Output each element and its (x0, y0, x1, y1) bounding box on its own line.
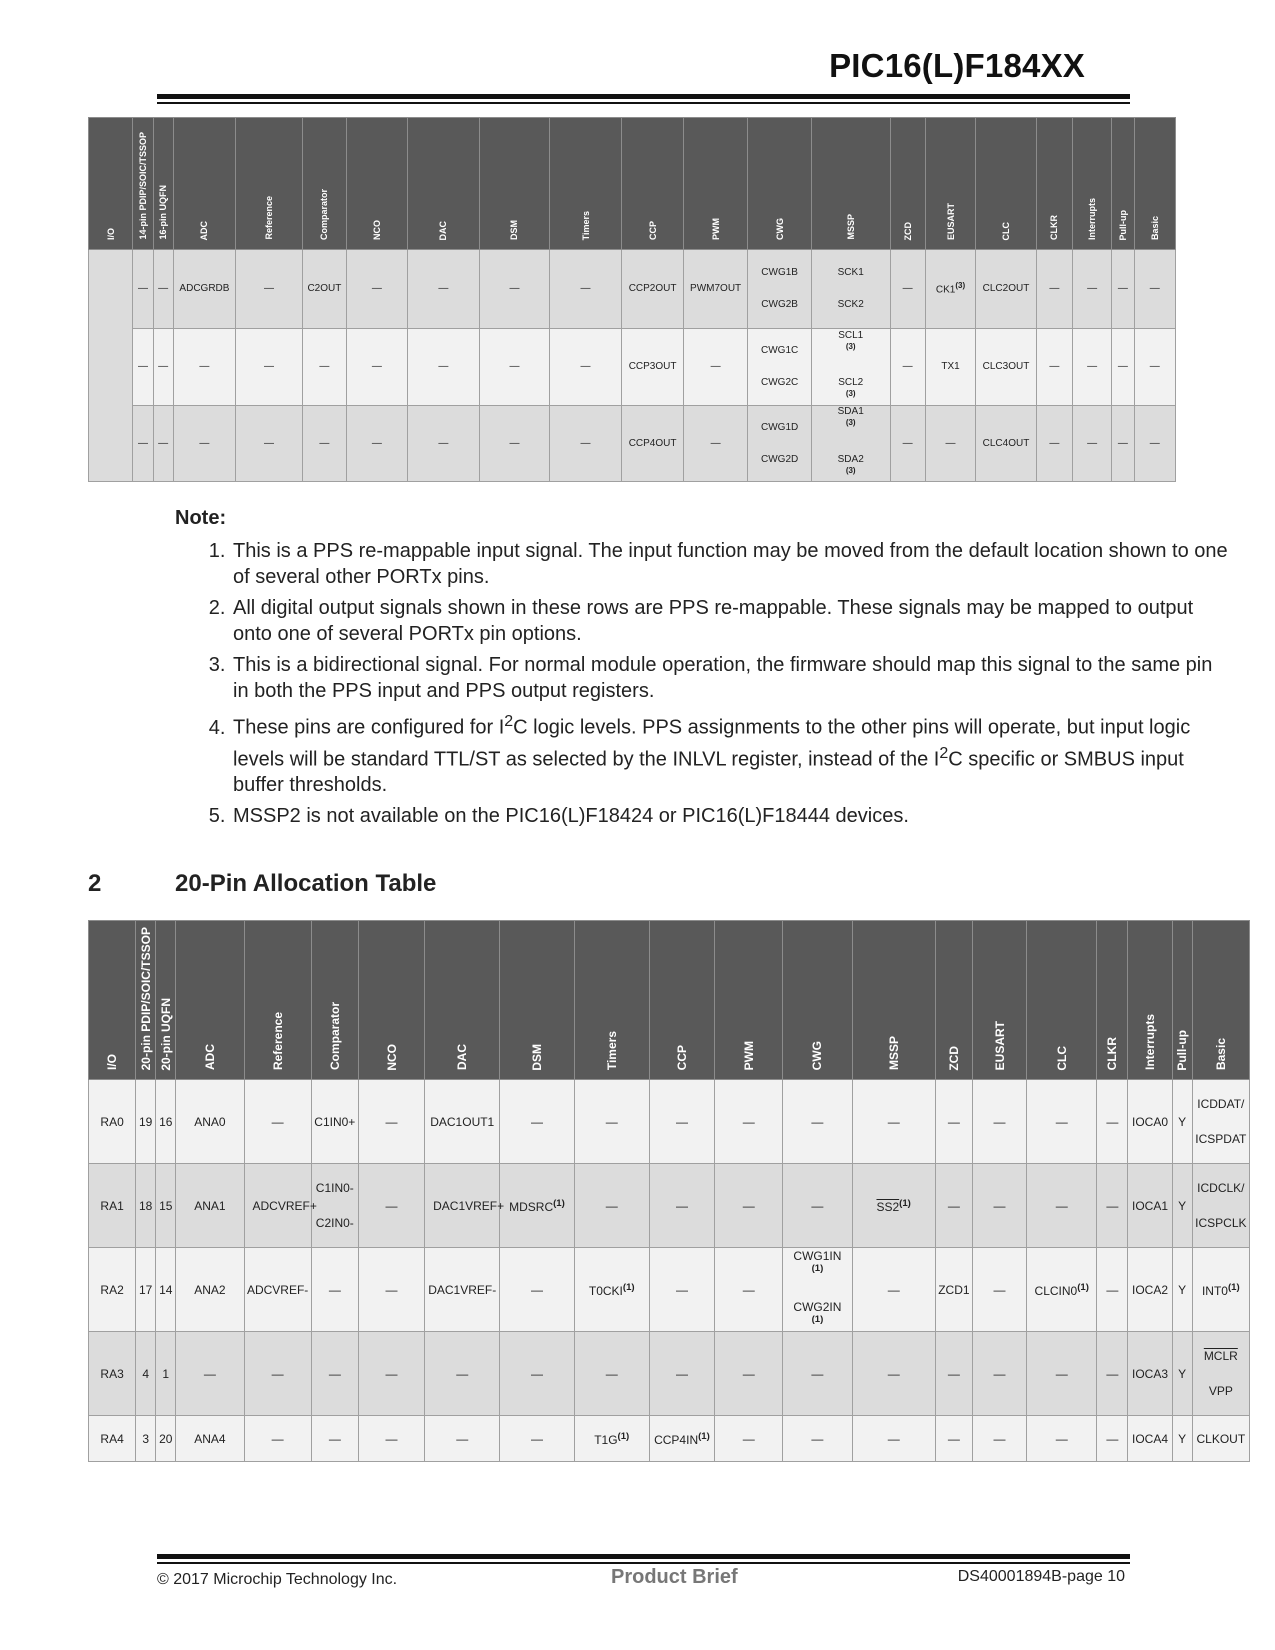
comparator-cell: — (311, 1416, 358, 1462)
clkr-cell: — (1036, 329, 1072, 406)
io-cell: RA3 (89, 1332, 136, 1416)
uqfn-cell: 14 (156, 1248, 176, 1332)
column-header: MSSP (852, 921, 935, 1080)
reference-cell: — (244, 1332, 311, 1416)
dsm-cell: — (500, 1332, 574, 1416)
reference-cell: ADCVREF+ (244, 1164, 311, 1248)
column-header: DAC (407, 118, 480, 250)
uqfn-cell: 20 (156, 1416, 176, 1462)
ccp-cell: CCP3OUT (622, 329, 684, 406)
column-header: DSM (480, 118, 550, 250)
zcd-cell: — (890, 406, 925, 482)
note-item: 3. This is a bidirectional signal. For normal module operation, the firmware should map this signal to the same pin in both the PPS input and PPS output registers. (231, 652, 1231, 704)
cwg-cell: CWG1B CWG2B (748, 250, 812, 329)
pullup-cell: Y (1172, 1416, 1192, 1462)
pwm-cell: PWM7OUT (683, 250, 748, 329)
clc-cell: — (1027, 1080, 1097, 1164)
column-header: NCO (358, 921, 424, 1080)
cwg-cell: — (783, 1164, 852, 1248)
column-header: CWG (783, 921, 852, 1080)
clc-cell: CLC2OUT (976, 250, 1037, 329)
column-header: PWM (715, 921, 783, 1080)
eusart-cell: — (972, 1164, 1026, 1248)
zcd-cell: ZCD1 (935, 1248, 972, 1332)
column-header: Basic (1192, 921, 1249, 1080)
nco-cell: — (358, 1332, 424, 1416)
column-header: ZCD (935, 921, 972, 1080)
pin-14-cell: — (133, 329, 153, 406)
basic-cell: — (1134, 329, 1176, 406)
adc-cell: ADCGRDB (173, 250, 236, 329)
basic-cell: — (1134, 406, 1176, 482)
clkr-cell: — (1097, 1416, 1128, 1462)
pin-20-cell: 3 (136, 1416, 156, 1462)
pwm-cell: — (715, 1332, 783, 1416)
header-rule-thin (157, 102, 1130, 104)
document-title: PIC16(L)F184XX (829, 47, 1085, 84)
timers-cell: T0CKI$^{(1)}$ (574, 1248, 649, 1332)
uqfn-cell: 16 (156, 1080, 176, 1164)
basic-cell: ICDDAT/ ICSPDAT (1192, 1080, 1249, 1164)
timers-cell: — (549, 250, 622, 329)
column-header: CLC (1027, 921, 1097, 1080)
dsm-cell: — (480, 250, 550, 329)
column-header: I/O (89, 118, 133, 250)
interrupts-cell: IOCA0 (1128, 1080, 1172, 1164)
column-header: ZCD (890, 118, 925, 250)
zcd-cell: — (935, 1332, 972, 1416)
column-header: MSSP (811, 118, 890, 250)
cwg-cell: CWG1D CWG2D (748, 406, 812, 482)
mssp-cell: — (852, 1080, 935, 1164)
interrupts-cell: — (1073, 329, 1112, 406)
reference-cell: — (236, 250, 303, 329)
pin-allocation-table (88, 920, 1250, 1462)
uqfn-cell: 15 (156, 1164, 176, 1248)
table-header-row (89, 118, 1176, 250)
clkr-cell: — (1097, 1164, 1128, 1248)
column-header: CLC (976, 118, 1037, 250)
header-rule (157, 94, 1130, 99)
top-pin-table (88, 117, 1176, 482)
interrupts-cell: IOCA2 (1128, 1248, 1172, 1332)
dsm-cell: — (480, 329, 550, 406)
mssp-cell: — (852, 1416, 935, 1462)
ccp-cell: — (649, 1332, 714, 1416)
cwg-cell: — (783, 1080, 852, 1164)
note-item: 4. These pins are configured for $I^2C$ logic levels. PPS assignments to the other pins will operate, but input logic levels will be standard TTL/ST as selected by the INLVL register, instead of the $I^2C$ specific or SMBUS input buffer thresholds. (231, 709, 1231, 798)
clkr-cell: — (1036, 406, 1072, 482)
pwm-cell: — (715, 1164, 783, 1248)
column-header: Pull-up (1112, 118, 1134, 250)
pullup-cell: Y (1172, 1080, 1192, 1164)
dsm-cell: — (480, 406, 550, 482)
interrupts-cell: — (1073, 250, 1112, 329)
ccp-cell: — (649, 1248, 714, 1332)
column-header: Comparator (311, 921, 358, 1080)
mssp-cell: SS2$^{(1)}$ (852, 1164, 935, 1248)
nco-cell: — (358, 1416, 424, 1462)
table-row (89, 406, 1176, 482)
dac-cell: — (425, 1332, 500, 1416)
dsm-cell: — (500, 1080, 574, 1164)
clkr-cell: — (1097, 1248, 1128, 1332)
table-row (89, 250, 1176, 329)
nco-cell: — (358, 1080, 424, 1164)
pin-16-cell: — (153, 329, 173, 406)
comparator-cell: C1IN0- C2IN0- (311, 1164, 358, 1248)
nco-cell: — (358, 1164, 424, 1248)
dac-cell: DAC1VREF+ (425, 1164, 500, 1248)
pin-20-cell: 4 (136, 1332, 156, 1416)
copyright: © 2017 Microchip Technology Inc. (157, 1571, 398, 1588)
comparator-cell: C1IN0+ (311, 1080, 358, 1164)
column-header: 14-pin PDIP/SOIC/TSSOP (133, 118, 153, 250)
zcd-cell: — (890, 250, 925, 329)
table-row (89, 1080, 1250, 1164)
mssp-cell: — (852, 1248, 935, 1332)
dac-cell: — (425, 1416, 500, 1462)
eusart-cell: — (972, 1416, 1026, 1462)
adc-cell: ANA0 (176, 1080, 244, 1164)
dac-cell: — (407, 250, 480, 329)
reference-cell: ADCVREF- (244, 1248, 311, 1332)
interrupts-cell: IOCA3 (1128, 1332, 1172, 1416)
notes-list (175, 538, 1231, 834)
clkr-cell: — (1097, 1080, 1128, 1164)
clc-cell: CLC3OUT (976, 329, 1037, 406)
column-header: Reference (244, 921, 311, 1080)
adc-cell: — (173, 329, 236, 406)
column-header: Interrupts (1073, 118, 1112, 250)
interrupts-cell: — (1073, 406, 1112, 482)
dac-cell: DAC1OUT1 (425, 1080, 500, 1164)
pin-16-cell: — (153, 406, 173, 482)
adc-cell: ANA2 (176, 1248, 244, 1332)
page-number: DS40001894B-page 10 (957, 1568, 1125, 1585)
mssp-cell: — (852, 1332, 935, 1416)
interrupts-cell: IOCA1 (1128, 1164, 1172, 1248)
column-header: Comparator (302, 118, 346, 250)
eusart-cell: — (972, 1332, 1026, 1416)
dac-cell: DAC1VREF- (425, 1248, 500, 1332)
dsm-cell: MDSRC$^{(1)}$ (500, 1164, 574, 1248)
ccp-cell: CCP4OUT (622, 406, 684, 482)
nco-cell: — (347, 250, 408, 329)
comparator-cell: — (302, 406, 346, 482)
interrupts-cell: IOCA4 (1128, 1416, 1172, 1462)
column-header: Pull-up (1172, 921, 1192, 1080)
ccp-cell: — (649, 1164, 714, 1248)
column-header: DAC (425, 921, 500, 1080)
reference-cell: — (236, 406, 303, 482)
column-header: Basic (1134, 118, 1176, 250)
document-type: Product Brief (611, 1566, 738, 1588)
table-row (89, 1164, 1250, 1248)
adc-cell: ANA4 (176, 1416, 244, 1462)
dsm-cell: — (500, 1416, 574, 1462)
eusart-cell: — (972, 1080, 1026, 1164)
timers-cell: — (549, 406, 622, 482)
pin-20-cell: 17 (136, 1248, 156, 1332)
adc-cell: — (173, 406, 236, 482)
io-cell: RA2 (89, 1248, 136, 1332)
comparator-cell: — (302, 329, 346, 406)
eusart-cell: TX1 (925, 329, 975, 406)
mssp-cell: SCK1 SCK2 (811, 250, 890, 329)
dac-cell: — (407, 406, 480, 482)
timers-cell: — (574, 1332, 649, 1416)
section-number: 2 (88, 870, 102, 897)
note-item: 2. All digital output signals shown in these rows are PPS re-mappable. These signals may be mapped to output onto one of several PORTx pin options. (231, 595, 1231, 647)
pwm-cell: — (715, 1248, 783, 1332)
column-header: Timers (574, 921, 649, 1080)
nco-cell: — (347, 406, 408, 482)
column-header: 20-pin PDIP/SOIC/TSSOP (136, 921, 156, 1080)
zcd-cell: — (890, 329, 925, 406)
mssp-cell: SDA1 $^{(3)}$ SDA2 $^{(3)}$ (811, 406, 890, 482)
clkr-cell: — (1097, 1332, 1128, 1416)
clc-cell: — (1027, 1164, 1097, 1248)
eusart-cell: — (925, 406, 975, 482)
cwg-cell: — (783, 1332, 852, 1416)
basic-cell: ICDCLK/ ICSPCLK (1192, 1164, 1249, 1248)
column-header: Interrupts (1128, 921, 1172, 1080)
table-row (89, 1332, 1250, 1416)
comparator-cell: C2OUT (302, 250, 346, 329)
pin-14-cell: — (133, 250, 153, 329)
column-header: Reference (236, 118, 303, 250)
column-header: PWM (683, 118, 748, 250)
pin-20-cell: 18 (136, 1164, 156, 1248)
basic-cell: INT0$^{(1)}$ (1192, 1248, 1249, 1332)
pullup-cell: Y (1172, 1248, 1192, 1332)
basic-cell: — (1134, 250, 1176, 329)
io-cell (89, 250, 133, 482)
pwm-cell: — (715, 1416, 783, 1462)
adc-cell: ANA1 (176, 1164, 244, 1248)
column-header: CCP (649, 921, 714, 1080)
nco-cell: — (347, 329, 408, 406)
pin-14-cell: — (133, 406, 153, 482)
ccp-cell: CCP2OUT (622, 250, 684, 329)
comparator-cell: — (311, 1332, 358, 1416)
reference-cell: — (244, 1080, 311, 1164)
pwm-cell: — (715, 1080, 783, 1164)
column-header: ADC (173, 118, 236, 250)
basic-cell: CLKOUT (1192, 1416, 1249, 1462)
column-header: CLKR (1036, 118, 1072, 250)
pwm-cell: — (683, 329, 748, 406)
column-header: NCO (347, 118, 408, 250)
io-cell: RA1 (89, 1164, 136, 1248)
pullup-cell: Y (1172, 1332, 1192, 1416)
column-header: Timers (549, 118, 622, 250)
nco-cell: — (358, 1248, 424, 1332)
clc-cell: — (1027, 1332, 1097, 1416)
reference-cell: — (236, 329, 303, 406)
clc-cell: CLC4OUT (976, 406, 1037, 482)
column-header: CWG (748, 118, 812, 250)
column-header: I/O (89, 921, 136, 1080)
column-header: EUSART (972, 921, 1026, 1080)
uqfn-cell: 1 (156, 1332, 176, 1416)
cwg-cell: CWG1IN $^{(1)}$ CWG2IN $^{(1)}$ (783, 1248, 852, 1332)
footer-rule-thin (157, 1562, 1130, 1564)
pullup-cell: — (1112, 329, 1134, 406)
column-header: 16-pin UQFN (153, 118, 173, 250)
timers-cell: $T1G^{(1)}$ (574, 1416, 649, 1462)
clc-cell: — (1027, 1416, 1097, 1462)
adc-cell: — (176, 1332, 244, 1416)
io-cell: RA0 (89, 1080, 136, 1164)
eusart-cell: CK1$^{(3)}$ (925, 250, 975, 329)
eusart-cell: — (972, 1248, 1026, 1332)
clc-cell: CLCIN0$^{(1)}$ (1027, 1248, 1097, 1332)
notes-title: Note: (175, 507, 227, 529)
basic-cell: MCLR VPP (1192, 1332, 1249, 1416)
dac-cell: — (407, 329, 480, 406)
column-header: 20-pin UQFN (156, 921, 176, 1080)
reference-cell: — (244, 1416, 311, 1462)
dsm-cell: — (500, 1248, 574, 1332)
table-row (89, 1416, 1250, 1462)
zcd-cell: — (935, 1164, 972, 1248)
zcd-cell: — (935, 1080, 972, 1164)
clkr-cell: — (1036, 250, 1072, 329)
pullup-cell: — (1112, 406, 1134, 482)
pullup-cell: — (1112, 250, 1134, 329)
column-header: EUSART (925, 118, 975, 250)
pin-16-cell: — (153, 250, 173, 329)
timers-cell: — (549, 329, 622, 406)
column-header: ADC (176, 921, 244, 1080)
footer-rule (157, 1554, 1130, 1559)
section-title: 20-Pin Allocation Table (175, 870, 437, 897)
note-item: 5. MSSP2 is not available on the PIC16(L)F18424 or PIC16(L)F18444 devices. (231, 803, 1231, 829)
table-row (89, 1248, 1250, 1332)
pwm-cell: — (683, 406, 748, 482)
cwg-cell: — (783, 1416, 852, 1462)
pin-20-cell: 19 (136, 1080, 156, 1164)
mssp-cell: SCL1 $^{(3)}$ SCL2 $^{(3)}$ (811, 329, 890, 406)
column-header: CCP (622, 118, 684, 250)
pullup-cell: Y (1172, 1164, 1192, 1248)
timers-cell: — (574, 1080, 649, 1164)
table-row (89, 329, 1176, 406)
timers-cell: — (574, 1164, 649, 1248)
ccp-cell: CCP4IN$^{(1)}$ (649, 1416, 714, 1462)
cwg-cell: CWG1C CWG2C (748, 329, 812, 406)
table-header-row (89, 921, 1250, 1080)
column-header: DSM (500, 921, 574, 1080)
zcd-cell: — (935, 1416, 972, 1462)
ccp-cell: — (649, 1080, 714, 1164)
column-header: CLKR (1097, 921, 1128, 1080)
note-item: 1. This is a PPS re-mappable input signal. The input function may be moved from the default location shown to one of several other PORTx pins. (231, 538, 1231, 590)
comparator-cell: — (311, 1248, 358, 1332)
io-cell: RA4 (89, 1416, 136, 1462)
